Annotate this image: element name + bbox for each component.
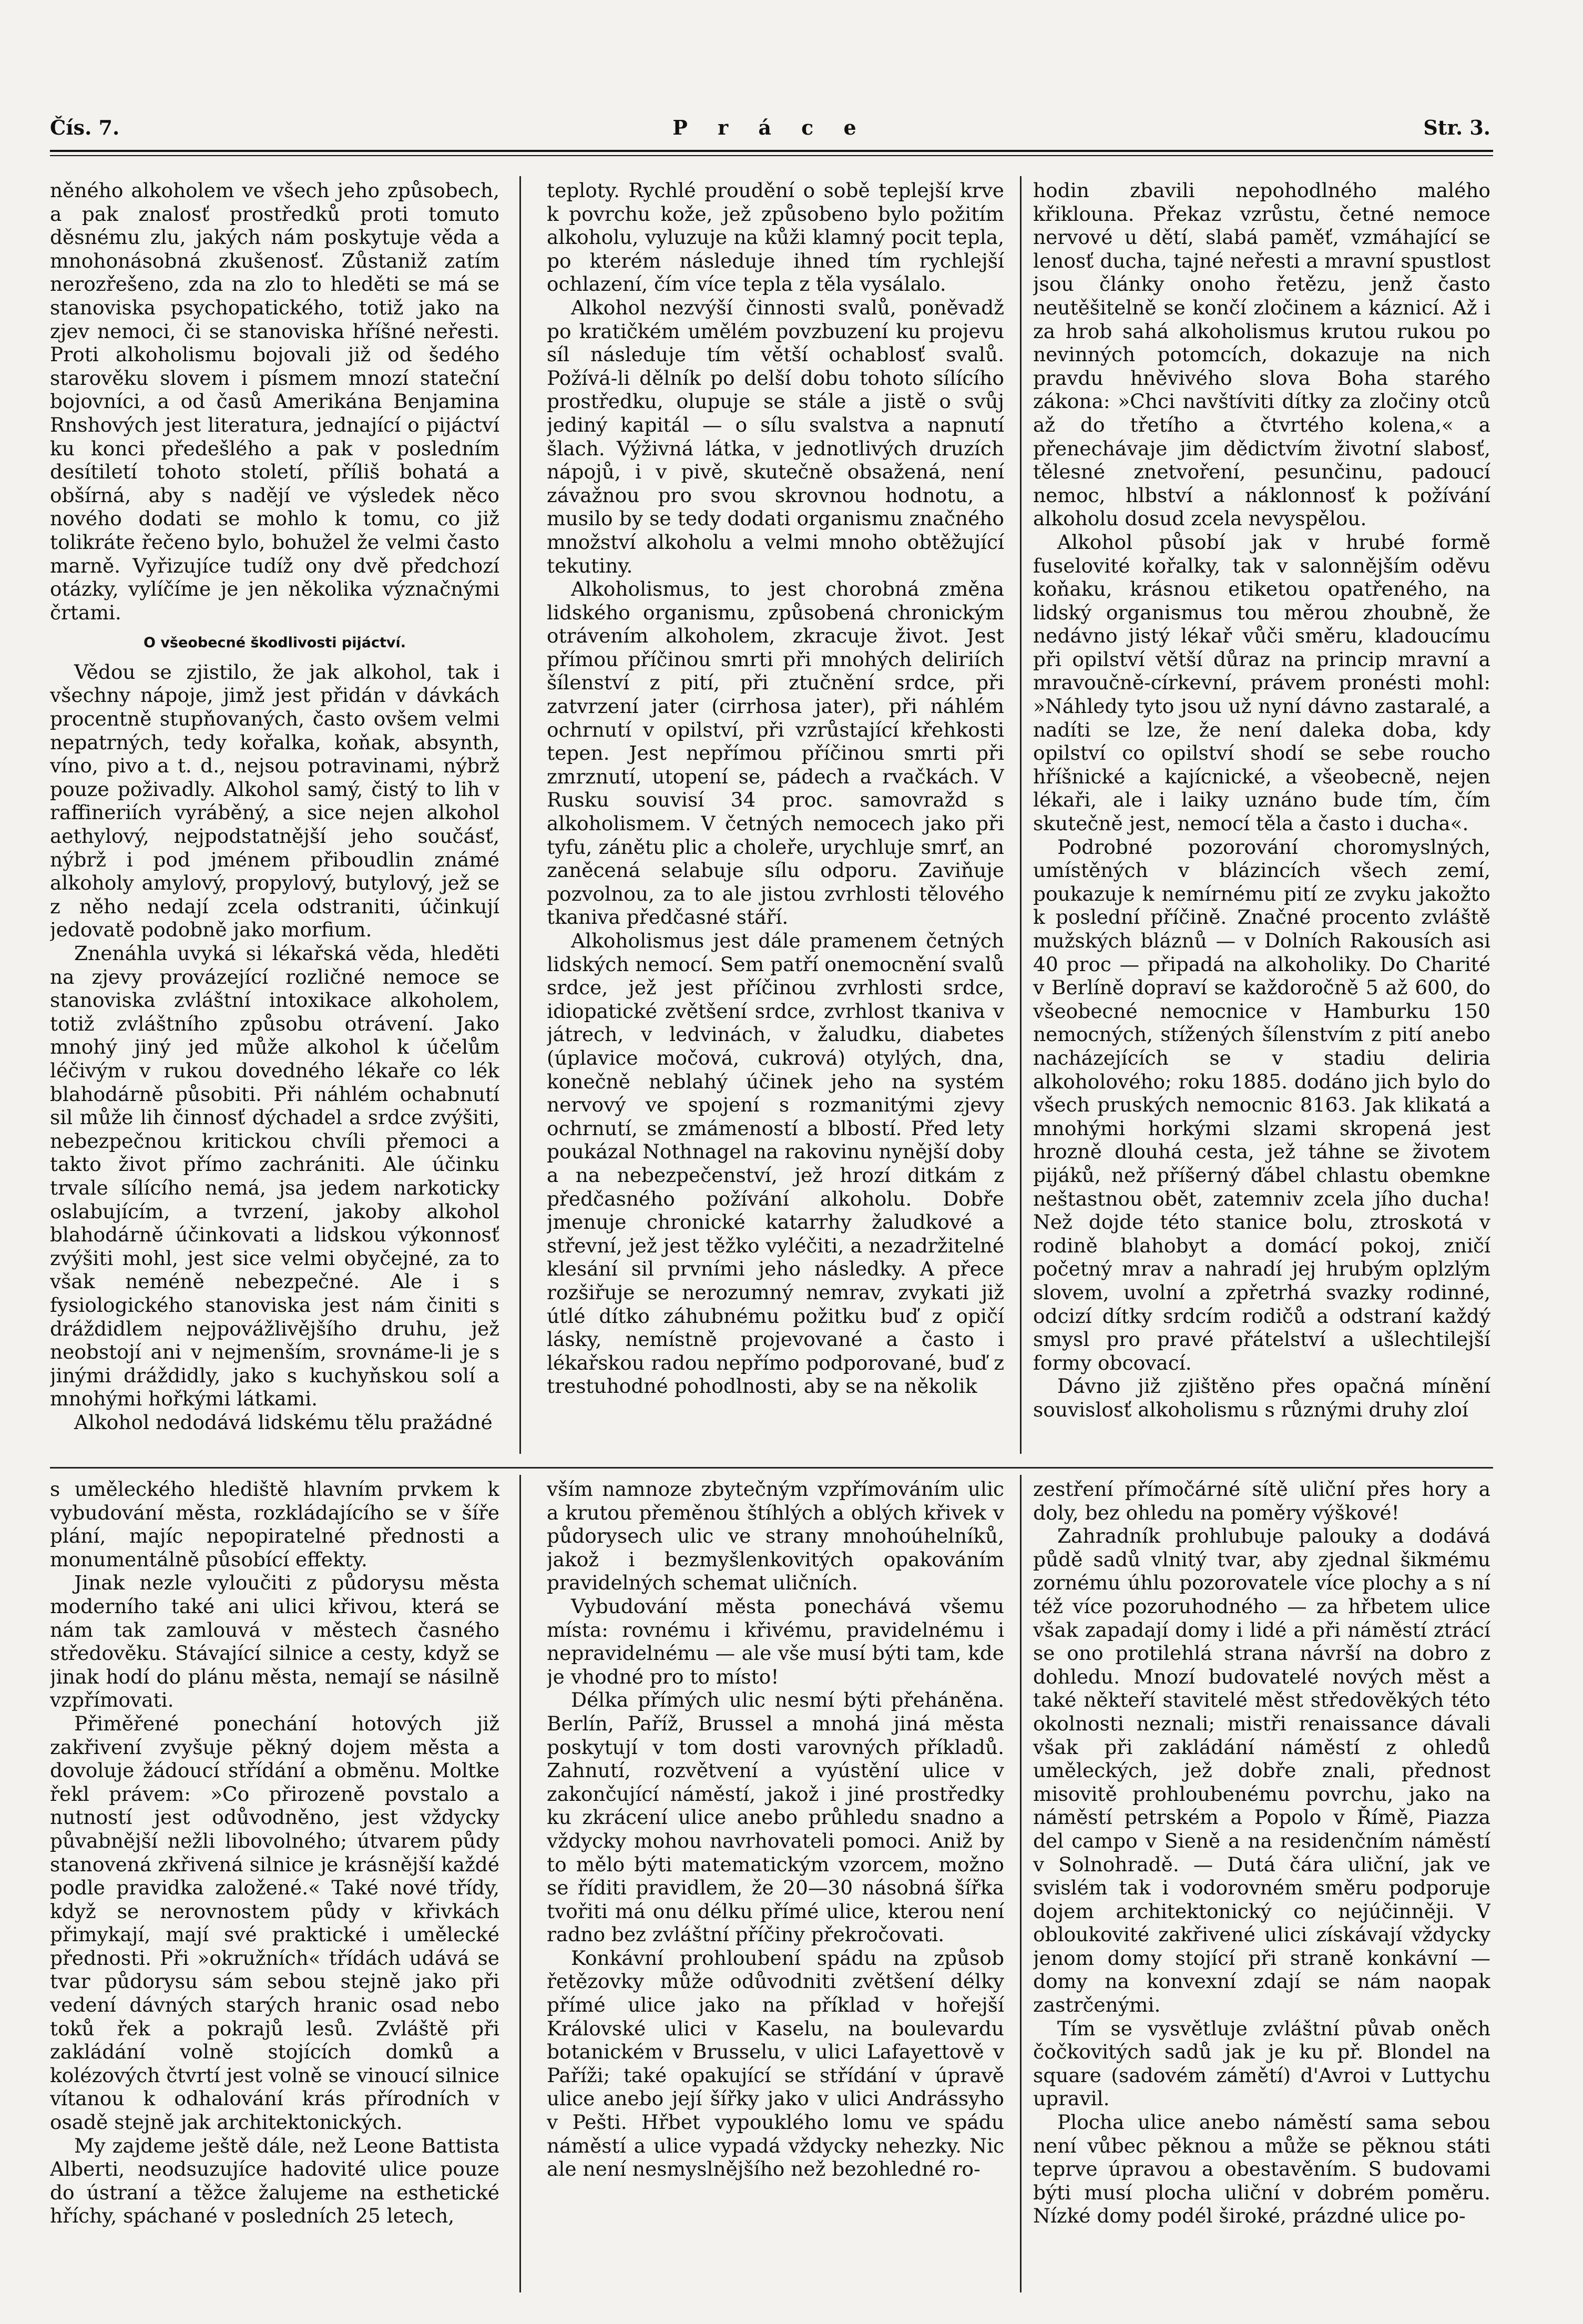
paragraph: vším namnoze zbytečným vzpřímováním ulic a krutou přeměnou štíhlých a oblých křivek v půdorysech ulic ve strany mnohoúhelníků, jakož i bezmyšlenkovitých opakováním pravidelných schemat uličních. [547,1477,1004,1595]
urbanism-column-1 [50,1477,499,2287]
paragraph: zestření přímočárné sítě uliční přes hory a doly, bez ohledu na poměry výškové! [1033,1477,1490,1524]
paragraph: teploty. Rychlé proudění o sobě teplejší krve k povrchu kože, jež způsobeno bylo požitím alkoholu, vyluzuje na kůži klamný pocit tepla, po kterém následuje ihned tím rychlejší ochlazení, čím více tepla z těla vysálalo. [547,179,1004,296]
paragraph: Vybudování města ponechává všemu místa: rovnému i křivému, pravidelnému i nepravidelnému — ale vše musí býti tam, kde je vhodné pro to místo! [547,1594,1004,1688]
paragraph: Alkohol působí jak v hrubé formě fuselovité kořalky, tak v salonnějším oděvu koňaku, krásnou etiketou opatřeného, na lidský organismus tou měrou zhoubně, že nedávno jistý lékař vůči směru, kladoucímu při opilství větší důraz na princip mravní a mravoučně-církevní, právem pronésti mohl: »Náhledy tyto jsou už nyní dávno zastaralé, a nadíti se lze, že není daleka doba, kdy opilství co opilství shodí se sebe roucho hříšnické a kajícnické, a všeobecně, nejen lékaři, ale i laiky uznáno bude tím, čím skutečně jest, nemocí těla a často i ducha«. [1033,530,1490,835]
paragraph: Alkohol nezvýší činnosti svalů, poněvadž po kratičkém umělém povzbuzení ku projevu síl následuje tím větší ochablosť svalů. Požívá-li dělník po delší dobu tohoto sílícího prostředku, olupuje se stále a jistě o svůj jediný kapitál — o sílu svalstva a napnutí šlach. Výživná látka, v jednotlivých druzích nápojů, i v pivě, skutečně obsažená, není závažnou pro svou skrovnou hodnotu, a musilo by se tedy dodati organismu značného množství alkoholu a velmi mnoho obtěžující tekutiny. [547,295,1004,577]
column-divider [519,176,521,1454]
paragraph: hodin zbavili nepohodlného malého křiklouna. Překaz vzrůstu, četné nemoce nervové u dětí, slabá paměť, vzmáhající se lenosť ducha, tajné neřesti a mravní spustlost jsou články onoho řetězu, jenž často neutěšitelně se končí zločinem a káznicí. Až i za hrob sahá alkoholismus krutou rukou po nevinných potomcích, dokazuje na nich pravdu hněvivého slova Boha starého zákona: »Chci navštíviti dítky za zločiny otců až do třetího a čtvrtého kolena,« a přenechávaje jim dědictvím životní slabosť, tělesné znetvoření, pesunčinu, padoucí nemoc, hlbství a náklonnosť k požívání alkoholu dosud zcela nevyspělou. [1033,179,1490,531]
section-divider [50,1467,1493,1469]
issue-number: Čís. 7. [50,116,120,139]
column-divider [1020,1475,1022,2292]
paragraph: Znenáhla uvyká si lékařská věda, hleděti na zjevy provázející rozličné nemoce se stanoviska zvláštní intoxikace alkoholem, totiž zvláštního způsobu otrávení. Jako mnohý jiný jed může alkohol k účelům léčivým v rukou dovedného lékaře co lék blahodárně působiti. Při náhlém ochabnutí sil může lih činnosť dýchadel a srdce zvýšiti, nebezpečnou kritickou chvíli přemoci a takto život přímo zachrániti. Ale účinku trvale sílícího nemá, jsa jedem narkoticky oslabujícím, a tvrzení, jakoby alkohol blahodárně účinkovati a lidskou výkonnosť zvýšiti mohl, jest sice velmi obyčejné, za to však neméně nebezpečné. Ale i s fysiologického stanoviska jest nám činiti s dráždidlem nejpovážlivějšího druhu, jež neobstojí ani v nejmenším, srovnáme-li je s jinými dráždidly, jako s kuchyňskou solí a mnohými hořkými látkami. [50,942,499,1411]
newspaper-title: P r á c e [672,116,868,139]
article-column-3 [1033,179,1490,1449]
paragraph: Přiměřené ponechání hotových již zakřivení zvyšuje pěkný dojem města a dovoluje žádoucí střídání a obměnu. Moltke řekl právem: »Co přirozeně povstalo a nutností jest odůvodněno, jest vždycky půvabnější nežli libovolného; útvarem půdy stanovená zkřivená silnice je krásnější každé podle pravidka založené.« Také nové třídy, když se nerovnostem půdy v křivkách přimykají, mají své praktické i umělecké přednosti. Při »okružních« třídách udává se tvar půdorysu sám sebou stejně jako při vedení dávných starých hranic osad nebo toků řek a pokrajů lesů. Zvláště při zakládání volně stojících domků a kolézových čtvrtí jest volně se vinoucí silnice vítanou k odhalování krás přírodních v osadě stejně jak architektonických. [50,1711,499,2134]
urbanism-column-3 [1033,1477,1490,2287]
article-column-1 [50,179,499,1449]
paragraph: Tím se vysvětluje zvláštní půvab oněch čočkovitých sadů jak je ku př. Blondel na square (sadovém zámětí) d'Avroi v Luttychu upravil. [1033,2016,1490,2111]
urbanism-column-2 [547,1477,1004,2287]
paragraph: Konkávní prohloubení spádu na způsob řetězovky může odůvodniti zvětšení délky přímé ulice jako na příklad v hořejší Královské ulici v Kaselu, na boulevardu botanickém v Brusselu, v ulici Lafayettově v Paříži; také opakující se střídání v úpravě ulice anebo její šířky jako v ulici Andrássyho v Pešti. Hřbet vypouklého lomu ve spádu náměstí a ulice vypadá vždycky nehezky. Nic ale není nesmyslnějšího než bezohledné ro- [547,1946,1004,2181]
paragraph: Dávno již zjištěno přes opačná mínění souvislosť alkoholismu s různými druhy zloí [1033,1374,1490,1421]
paragraph: Alkohol nedodává lidskému tělu pražádné [74,1410,493,1434]
header-rule [50,150,1493,152]
column-divider [1020,176,1022,1454]
paragraph: Jinak nezle vyloučiti z půdorysu města moderního také ani ulici křivou, která se nám tak zamlouvá v městech časného středověku. Stávající silnice a cesty, když se jinak hodí do plánu města, nemají se násilně vzpřímovati. [50,1571,499,1712]
page-header [50,116,1490,147]
paragraph: Zahradník prohlubuje palouky a dodává půdě sadů vlnitý tvar, aby zjednal šikmému zornému úhlu pozorovatele více plochy a s ní též více pozoruhodného — za hřbetem ulice však zapadají domy i lidé a při náměstí ztrácí se ono protilehlá strana návrší na dobro z dohledu. Mnozí budovatelé nových měst a také někteří stavitelé měst středověkých této okolnosti neznali; mistři renaissance dávali však při zakládání náměstí z ohledů uměleckých, jež dobře znali, přednost misovitě prohloubenému povrchu, jako na náměstí petrském a Popolo v Římě, Piazza del campo v Sieně a na residenčním náměstí v Solnohradě. — Dutá čára uliční, jak ve svislém tak i vodorovném směru podporuje dojem architektonický co nejúčinněji. V obloukovité zakřivené ulici získávají vždycky jenom domy stojící při straně konkávní — domy na konvexní zdají se nám naopak zastrčenými. [1033,1524,1490,2017]
page-number: Str. 3. [1423,116,1490,139]
article-column-2 [547,179,1004,1449]
column-divider [519,1475,521,2292]
paragraph: Vědou se zjistilo, že jak alkohol, tak i všechny nápoje, jimž jest přidán v dávkách procentně stupňovaných, často ovšem velmi nepatrných, tedy kořalka, koňak, absynth, víno, pivo a t. d., nejsou potravinami, nýbrž pouze poživadly. Alkohol samý, čistý to lih v raffineriích vyráběný, a sice nejen alkohol aethylový, nejpodstatnější jeho součásť, nýbrž i pod jménem přiboudlin známé alkoholy amylový, propylový, butylový, jež se z něho nedají zcela odstraniti, účinkují jedovatě podobně jako morfium. [50,660,499,942]
paragraph: Délka přímých ulic nesmí býti přeháněna. Berlín, Paříž, Brussel a mnohá jiná města poskytují v tom dosti varovných příkladů. Zahnutí, rozvětvení a vyústění ulice v zakončující náměstí, jakož i jiné prostředky ku zkrácení ulice anebo průhledu snadno a vždycky mohou navrhovateli pomoci. Aniž by to mělo býti matematickým vzorcem, možno se říditi pravidlem, že 20—30 násobná šířka tvořiti má onu délku přímé ulice, kterou není radno bez zvláštní příčiny překročovati. [547,1688,1004,1946]
paragraph: s uměleckého hlediště hlavním prvkem k vybudování města, rozkládajícího se v šíře plání, majíc nepopiratelné přednosti a monumentálně působící effekty. [50,1477,499,1571]
paragraph: něného alkoholem ve všech jeho způsobech, a pak znalosť prostředků proti tomuto děsnému zlu, jakých nám poskytuje věda a mnohonásobná zkušenosť. Zůstaniž zatím nerozřešeno, zda na zlo to hleděti se má se stanoviska psychopatického, totiž jako na zjev nemoci, či se stanoviska hříšné neřesti. Proti alkoholismu bojovali již od šedého starověku slovem i písmem mnozí stateční bojovníci, a od časů Amerikána Benjamina Rnshových jest literatura, jednající o pijáctví ku konci předešlého a pak v posledním desítiletí tohoto století, příliš bohatá a obšírná, aby s nadějí ve výsledek něco nového dodati se mohlo k tomu, co již tolikráte řečeno bylo, bohužel že velmi často marně. Vyřizujíce tudíž ony dvě předchozí otázky, vylíčíme je jen několika význačnými črtami. [50,179,499,624]
paragraph: Alkoholismus jest dále pramenem četných lidských nemocí. Sem patří onemocnění svalů srdce, jež jest příčinou zvrhlosti srdce, idiopatické zvětšení srdce, zvrhlost tkaniva v játrech, v ledvinách, v žaludku, diabetes (úplavice močová, cukrová) otylých, dna, konečně neblahý účinek jeho na systém nervový ve spojení s rozmanitými zjevy ochrnutí, se zmámeností a blbostí. Před lety poukázal Nothnagel na rakovinu nynější doby a na nebezpečenství, jež hrozí ditkám z předčasného požívání alkoholu. Dobře jmenuje chronické katarrhy žaludkové a střevní, jež jest těžko vyléčiti, a nezadržitelné klesání sil prvními jeho následky. A přece rozšiřuje se nerozumný nemrav, zvykati již útlé dítko záhubnému požitku buď z opičí lásky, nemístně projevované a často i lékařskou radou nepřímo podporované, buď z trestuhodné pohodlnosti, aby se na několik [547,929,1004,1398]
paragraph: My zajdeme ještě dále, než Leone Battista Alberti, neodsuzujíce hadovité ulice pouze do ústraní a těžce žalujeme na esthetické hříchy, spáchané v posledních 25 letech, [50,2134,499,2228]
header-rule-thin [50,155,1493,156]
section-subheading: O všeobecné škodlivosti pijáctví. [143,635,406,651]
paragraph: Podrobné pozorování choromyslných, umístěných v blázincích všech zemí, poukazuje k nemírnému pití ze zvyku jakožto k poslední příčině. Značné procento zvláště mužských bláznů — v Dolních Rakousích asi 40 proc — připadá na alkoholiky. Do Charité v Berlíně dopraví se každoročně 5 až 600, do všeobecné nemocnice v Hamburku 150 nemocných, stížených šílenstvím z pití anebo nacházejících se v stadiu deliria alkoholového; roku 1885. dodáno jich bylo do všech pruských nemocnic 8163. Jak klikatá a mnohými horkými slzami skropená jest hrozně dlouhá cesta, jež táhne se životem pijáků, než příšerný ďábel chlastu obemkne neštastnou obět, zatemniv zcela jího ducha! Než dojde této stanice bolu, ztroskotá v rodině blahobyt a domácí pokoj, zničí početný mrav a nahradí jej hrubým oplzlým slovem, uvolní a zpřetrhá svazky rodinné, odcizí dítky srdcím rodičů a odstraní každý smysl pro pravé přátelství a ušlechtilejší formy obcovací. [1033,835,1490,1374]
paragraph: Alkoholismus, to jest chorobná změna lidského organismu, způsobená chronickým otrávením alkoholem, zkracuje život. Jest přímou příčinou smrti při mnohých deliriích šílenství z pití, při ztučnění srdce, při zatvrzení jater (cirrhosa jater), při náhlém ochrnutí v opilství, při vzrůstající křehkosti tepen. Jest nepřímou příčinou smrti při zmrznutí, utopení se, pádech a rvačkách. V Rusku souvisí 34 proc. samovražd s alkoholismem. V četných nemocech jako při tyfu, zánětu plic a choleře, urychluje smrť, an zaněcená selabuje sílu odporu. Zaviňuje pozvolnou, za to ale jistou zvrhlosti tělového tkaniva předčasné stáří. [547,577,1004,929]
paragraph: Plocha ulice anebo náměstí sama sebou není vůbec pěknou a může se pěknou státi teprve úpravou a obestavěním. S budovami býti musí plocha uliční v dobrém poměru. Nízké domy podél široké, prázdné ulice po- [1033,2111,1490,2228]
